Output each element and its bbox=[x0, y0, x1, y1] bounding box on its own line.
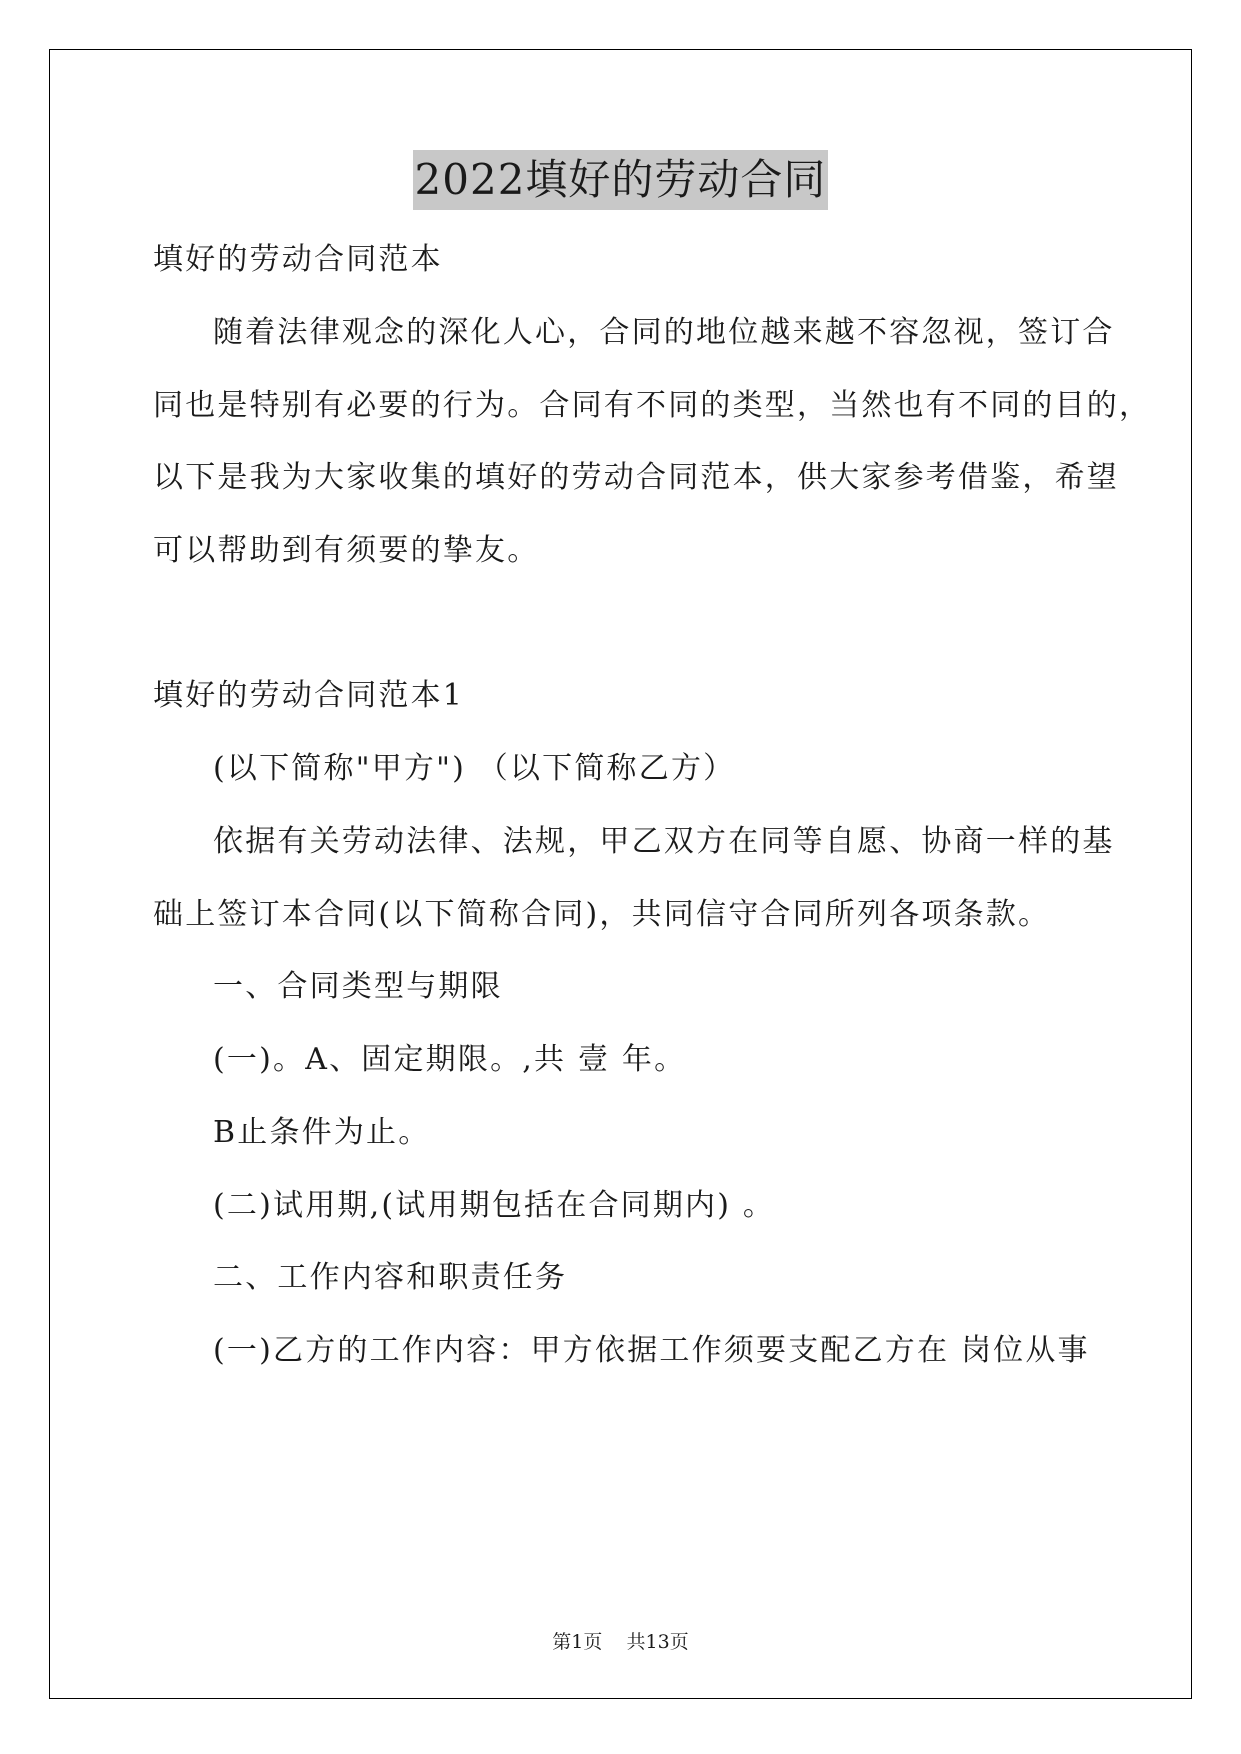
page-footer bbox=[0, 1630, 1241, 1654]
section-heading: 填好的劳动合同范本 bbox=[153, 242, 443, 277]
paragraph-line: (以下简称"甲方") （以下简称乙方） bbox=[213, 751, 736, 786]
paragraph-line: B止条件为止。 bbox=[213, 1115, 431, 1150]
title-container bbox=[0, 150, 1241, 210]
page-number: 第1页 共13页 bbox=[552, 1631, 689, 1653]
paragraph-line: (一)乙方的工作内容：甲方依据工作须要支配乙方在 岗位从事 bbox=[213, 1333, 1090, 1368]
paragraph-line: (一)。A、固定期限。,共 壹 年。 bbox=[213, 1042, 687, 1077]
paragraph-line: (二)试用期,(试用期包括在合同期内) 。 bbox=[213, 1188, 776, 1223]
document-title: 2022填好的劳动合同 bbox=[413, 150, 829, 210]
clause-heading: 一、合同类型与期限 bbox=[213, 969, 503, 1004]
page-border bbox=[49, 49, 1192, 1699]
paragraph-line: 础上签订本合同(以下简称合同)，共同信守合同所列各项条款。 bbox=[153, 897, 1051, 932]
paragraph-line: 可以帮助到有须要的挚友。 bbox=[153, 533, 540, 568]
paragraph-line: 以下是我为大家收集的填好的劳动合同范本，供大家参考借鉴，希望 bbox=[153, 460, 1119, 495]
section-heading: 填好的劳动合同范本1 bbox=[153, 678, 465, 713]
paragraph-line: 同也是特别有必要的行为。合同有不同的类型，当然也有不同的目的， bbox=[153, 388, 1152, 423]
clause-heading: 二、工作内容和职责任务 bbox=[213, 1260, 568, 1295]
paragraph-line: 随着法律观念的深化人心，合同的地位越来越不容忽视，签订合 bbox=[213, 315, 1115, 350]
paragraph-line: 依据有关劳动法律、法规，甲乙双方在同等自愿、协商一样的基 bbox=[213, 824, 1115, 859]
